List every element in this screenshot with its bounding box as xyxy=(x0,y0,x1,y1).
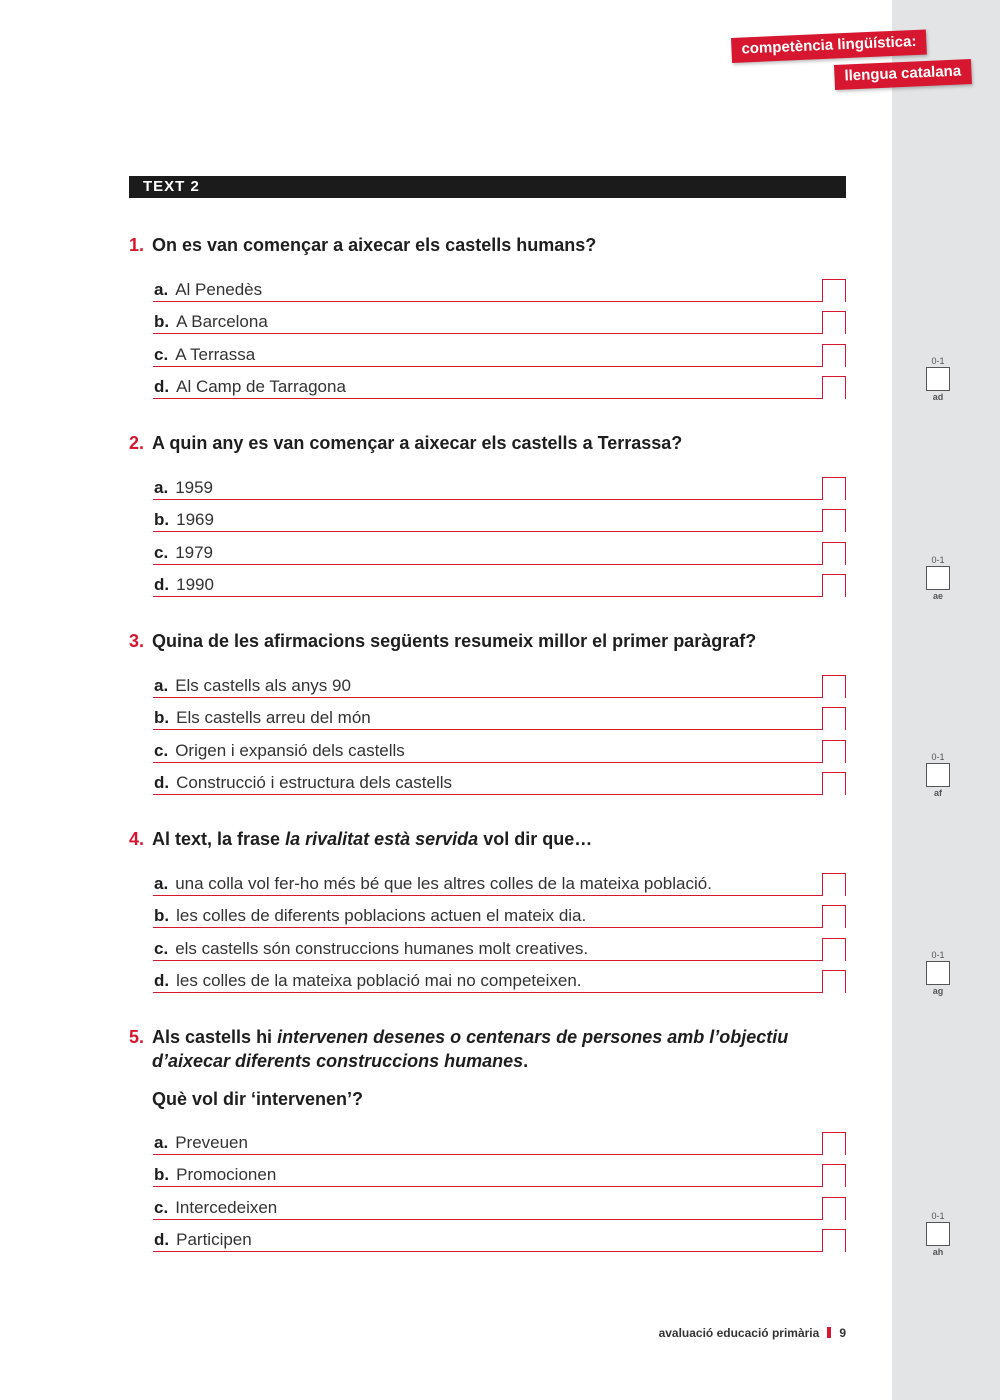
answer-option[interactable] xyxy=(153,269,846,302)
page-footer xyxy=(600,1326,846,1340)
option-letter: d. xyxy=(154,971,170,991)
answer-options xyxy=(129,1122,849,1252)
score-box-5 xyxy=(926,1211,950,1258)
score-input-box[interactable] xyxy=(926,763,950,787)
answer-checkbox[interactable] xyxy=(822,740,846,763)
footer-label: avaluació educació primària xyxy=(658,1326,820,1340)
option-label xyxy=(154,708,371,728)
score-input-box[interactable] xyxy=(926,1222,950,1246)
score-range: 0-1 xyxy=(931,1211,945,1221)
question-title xyxy=(129,629,849,653)
score-range: 0-1 xyxy=(931,356,945,366)
option-letter: b. xyxy=(154,1165,170,1185)
option-label xyxy=(154,280,262,300)
option-label xyxy=(154,874,712,894)
answer-checkbox[interactable] xyxy=(822,376,846,399)
score-input-box[interactable] xyxy=(926,566,950,590)
option-letter: b. xyxy=(154,312,170,332)
option-letter: c. xyxy=(154,344,169,364)
answer-checkbox[interactable] xyxy=(822,1229,846,1252)
question-number: 4. xyxy=(129,829,145,849)
option-letter: c. xyxy=(154,938,169,958)
answer-checkbox[interactable] xyxy=(822,873,846,896)
option-letter: d. xyxy=(154,773,170,793)
footer-divider xyxy=(827,1327,831,1338)
option-letter: a. xyxy=(154,675,169,695)
score-range: 0-1 xyxy=(931,555,945,565)
option-letter: d. xyxy=(154,575,170,595)
question-title-text: A quin any es van començar a aixecar els castells a Terrassa? xyxy=(152,433,683,453)
answer-option[interactable] xyxy=(153,367,846,400)
option-text: Preveuen xyxy=(175,1132,248,1152)
option-text: Al Camp de Tarragona xyxy=(176,377,346,397)
score-code: ae xyxy=(932,591,943,601)
option-label xyxy=(154,906,586,926)
question-4 xyxy=(129,827,849,993)
answer-option[interactable] xyxy=(153,928,846,961)
score-code: ag xyxy=(932,986,944,996)
option-text: Participen xyxy=(176,1230,252,1250)
option-label xyxy=(154,1230,252,1250)
answer-option[interactable] xyxy=(153,1155,846,1188)
score-input-box[interactable] xyxy=(926,961,950,985)
answer-checkbox[interactable] xyxy=(822,542,846,565)
option-label xyxy=(154,971,582,991)
option-label xyxy=(154,543,213,563)
page-number: 9 xyxy=(839,1326,846,1340)
answer-options xyxy=(129,269,849,399)
answer-checkbox[interactable] xyxy=(822,509,846,532)
answer-checkbox[interactable] xyxy=(822,1164,846,1187)
option-text: Intercedeixen xyxy=(175,1197,278,1217)
question-title-text: vol dir que… xyxy=(478,829,593,849)
answer-option[interactable] xyxy=(153,665,846,698)
question-title-text: Al text, la frase xyxy=(152,829,286,849)
score-box-4 xyxy=(926,950,950,997)
question-number: 2. xyxy=(129,433,145,453)
answer-checkbox[interactable] xyxy=(822,311,846,334)
question-subtitle: Què vol dir ‘intervenen’? xyxy=(152,1089,364,1109)
answer-option[interactable] xyxy=(153,302,846,335)
question-title xyxy=(129,431,849,455)
option-text: 1979 xyxy=(175,542,214,562)
answer-checkbox[interactable] xyxy=(822,279,846,302)
answer-option[interactable] xyxy=(153,698,846,731)
answer-checkbox[interactable] xyxy=(822,1132,846,1155)
option-label xyxy=(154,510,214,530)
question-number: 3. xyxy=(129,631,145,651)
answer-option[interactable] xyxy=(153,500,846,533)
option-text: Construcció i estructura dels castells xyxy=(176,773,452,793)
question-title-text: On es van començar a aixecar els castells humans? xyxy=(152,235,597,255)
answer-option[interactable] xyxy=(153,763,846,796)
answer-option[interactable] xyxy=(153,565,846,598)
score-range: 0-1 xyxy=(931,950,945,960)
option-text: Els castells als anys 90 xyxy=(175,675,351,695)
answer-option[interactable] xyxy=(153,730,846,763)
option-letter: b. xyxy=(154,708,170,728)
option-text: les colles de diferents poblacions actuen el mateix dia. xyxy=(176,906,587,926)
option-text: Promocionen xyxy=(176,1165,277,1185)
option-label xyxy=(154,575,214,595)
score-box-3 xyxy=(926,752,950,799)
option-label xyxy=(154,1198,277,1218)
option-text: una colla vol fer-ho més bé que les altres colles de la mateixa població. xyxy=(175,873,712,893)
question-title-text: . xyxy=(523,1051,529,1071)
option-letter: c. xyxy=(154,542,169,562)
option-text: 1959 xyxy=(175,477,214,497)
question-1 xyxy=(129,233,849,399)
option-label xyxy=(154,741,405,761)
score-code: af xyxy=(933,788,942,798)
option-text: 1969 xyxy=(176,510,214,530)
score-code: ad xyxy=(932,392,944,402)
option-letter: a. xyxy=(154,279,169,299)
question-3 xyxy=(129,629,849,795)
option-label xyxy=(154,345,255,365)
answer-checkbox[interactable] xyxy=(822,772,846,795)
answer-option[interactable] xyxy=(153,467,846,500)
option-letter: a. xyxy=(154,477,169,497)
option-text: Origen i expansió dels castells xyxy=(175,740,405,760)
option-text: els castells són construccions humanes molt creatives. xyxy=(175,938,589,958)
question-number: 5. xyxy=(129,1027,145,1047)
option-label xyxy=(154,773,452,793)
option-text: Al Penedès xyxy=(175,279,263,299)
subject-tag-line2: llengua catalana xyxy=(834,59,972,90)
question-title xyxy=(129,827,849,851)
answer-checkbox[interactable] xyxy=(822,1197,846,1220)
answer-checkbox[interactable] xyxy=(822,938,846,961)
option-letter: d. xyxy=(154,1230,170,1250)
option-letter: c. xyxy=(154,740,169,760)
option-letter: b. xyxy=(154,906,170,926)
question-title-text: la rivalitat està servida xyxy=(285,829,479,849)
score-box-2 xyxy=(926,555,950,602)
answer-options xyxy=(129,665,849,795)
answer-checkbox[interactable] xyxy=(822,344,846,367)
option-letter: c. xyxy=(154,1197,169,1217)
score-range: 0-1 xyxy=(931,752,945,762)
question-title xyxy=(129,1025,849,1073)
question-title-text: Als castells hi xyxy=(152,1027,278,1047)
subject-tag-line1: competència lingüística: xyxy=(731,29,927,62)
section-title: TEXT 2 xyxy=(129,176,846,198)
option-letter: b. xyxy=(154,510,170,530)
option-label xyxy=(154,1133,248,1153)
question-5 xyxy=(129,1025,849,1252)
answer-option[interactable] xyxy=(153,863,846,896)
margin-sidebar xyxy=(892,0,1000,1400)
answer-checkbox[interactable] xyxy=(822,905,846,928)
answer-checkbox[interactable] xyxy=(822,675,846,698)
answer-option[interactable] xyxy=(153,1220,846,1253)
option-label xyxy=(154,478,213,498)
option-text: A Barcelona xyxy=(176,312,268,332)
answer-checkbox[interactable] xyxy=(822,970,846,993)
option-text: Els castells arreu del món xyxy=(176,708,371,728)
option-label xyxy=(154,939,588,959)
answer-checkbox[interactable] xyxy=(822,477,846,500)
option-label xyxy=(154,312,268,332)
option-label xyxy=(154,377,346,397)
answer-option[interactable] xyxy=(153,532,846,565)
option-text: A Terrassa xyxy=(175,344,256,364)
answer-option[interactable] xyxy=(153,961,846,994)
question-2 xyxy=(129,431,849,597)
answer-checkbox[interactable] xyxy=(822,707,846,730)
answer-options xyxy=(129,863,849,993)
answer-option[interactable] xyxy=(153,334,846,367)
answer-checkbox[interactable] xyxy=(822,574,846,597)
answer-options xyxy=(129,467,849,597)
option-text: les colles de la mateixa població mai no competeixen. xyxy=(176,971,582,991)
option-letter: a. xyxy=(154,1132,169,1152)
score-code: ah xyxy=(932,1247,944,1257)
answer-option[interactable] xyxy=(153,1122,846,1155)
score-input-box[interactable] xyxy=(926,367,950,391)
question-title-text: intervenen desenes o centenars de persones amb l’objectiu d’aixecar diferents construccions humanes xyxy=(152,1027,789,1071)
answer-option[interactable] xyxy=(153,896,846,929)
option-letter: a. xyxy=(154,873,169,893)
option-text: 1990 xyxy=(176,575,214,595)
option-letter: d. xyxy=(154,377,170,397)
option-label xyxy=(154,1165,276,1185)
option-label xyxy=(154,676,351,696)
question-number: 1. xyxy=(129,235,145,255)
question-title xyxy=(129,233,849,257)
question-title-text: Quina de les afirmacions següents resumeix millor el primer paràgraf? xyxy=(152,631,757,651)
answer-option[interactable] xyxy=(153,1187,846,1220)
score-box-1 xyxy=(926,356,950,403)
